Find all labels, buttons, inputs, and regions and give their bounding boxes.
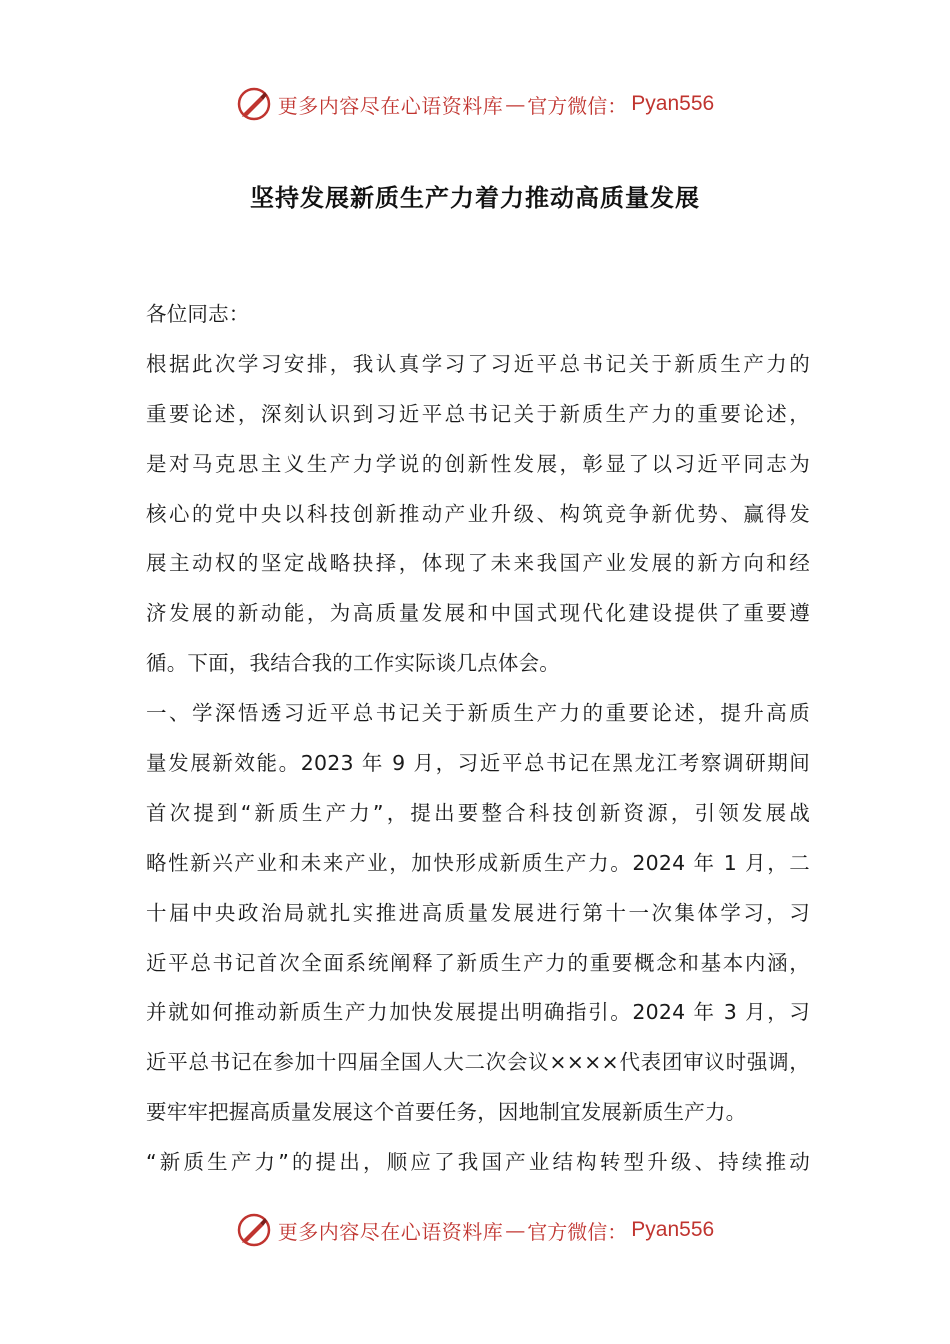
document-title: 坚持发展新质生产力着力推动高质量发展 [250,184,700,212]
text-line: 十届中央政治局就扎实推进高质量发展进行第十一次集体学习，习 [146,900,810,925]
text-line: 近平总书记在参加十四届全国人大二次会议××××代表团审议时强调， [146,1050,810,1075]
banner-separator: — [505,1218,526,1242]
text-line: 循。下面，我结合我的工作实际谈几点体会。 [146,651,560,676]
section-heading-line: 一、学深悟透习近平总书记关于新质生产力的重要论述，提升高质 [146,701,810,726]
text-line: 是对马克思主义生产力学说的创新性发展，彰显了以习近平同志为 [146,451,810,476]
banner-separator: — [505,92,526,116]
text-line: 重要论述，深刻认识到习近平总书记关于新质生产力的重要论述， [146,401,810,426]
text-line: 并就如何推动新质生产力加快发展提出明确指引。2024 年 3 月，习 [146,1000,810,1025]
text-line: 根据此次学习安排，我认真学习了习近平总书记关于新质生产力的 [146,351,810,376]
banner-text: 更多内容尽在心语资料库 [277,1219,504,1244]
banner-wechat-label: 官方微信： [527,1219,628,1244]
text-line: 量发展新效能。2023 年 9 月，习近平总书记在黑龙江考察调研期间 [146,751,810,776]
pen-logo-icon [236,1212,272,1248]
pen-logo-icon [236,86,272,122]
text-line: 首次提到“新质生产力”，提出要整合科技创新资源，引领发展战 [146,800,810,825]
banner-wechat-id: Pyan556 [631,92,715,115]
text-line: 核心的党中央以科技创新推动产业升级、构筑竞争新优势、赢得发 [146,501,810,526]
text-line: 济发展的新动能，为高质量发展和中国式现代化建设提供了重要遵 [146,601,810,626]
header-banner [0,82,950,126]
banner-text: 更多内容尽在心语资料库 [277,93,504,118]
text-line: “新质生产力”的提出，顺应了我国产业结构转型升级、持续推动 [146,1150,810,1175]
banner-wechat-id: Pyan556 [631,1218,715,1241]
footer-banner [0,1208,950,1252]
text-line: 近平总书记首次全面系统阐释了新质生产力的重要概念和基本内涵， [146,950,810,975]
document-body [146,290,810,1188]
salutation: 各位同志： [146,302,250,326]
text-line: 要牢牢把握高质量发展这个首要任务，因地制宜发展新质生产力。 [146,1100,747,1125]
banner-wechat-label: 官方微信： [527,93,628,118]
text-line: 略性新兴产业和未来产业，加快形成新质生产力。2024 年 1 月，二 [146,850,810,875]
text-line: 展主动权的坚定战略抉择，体现了未来我国产业发展的新方向和经 [146,551,810,576]
